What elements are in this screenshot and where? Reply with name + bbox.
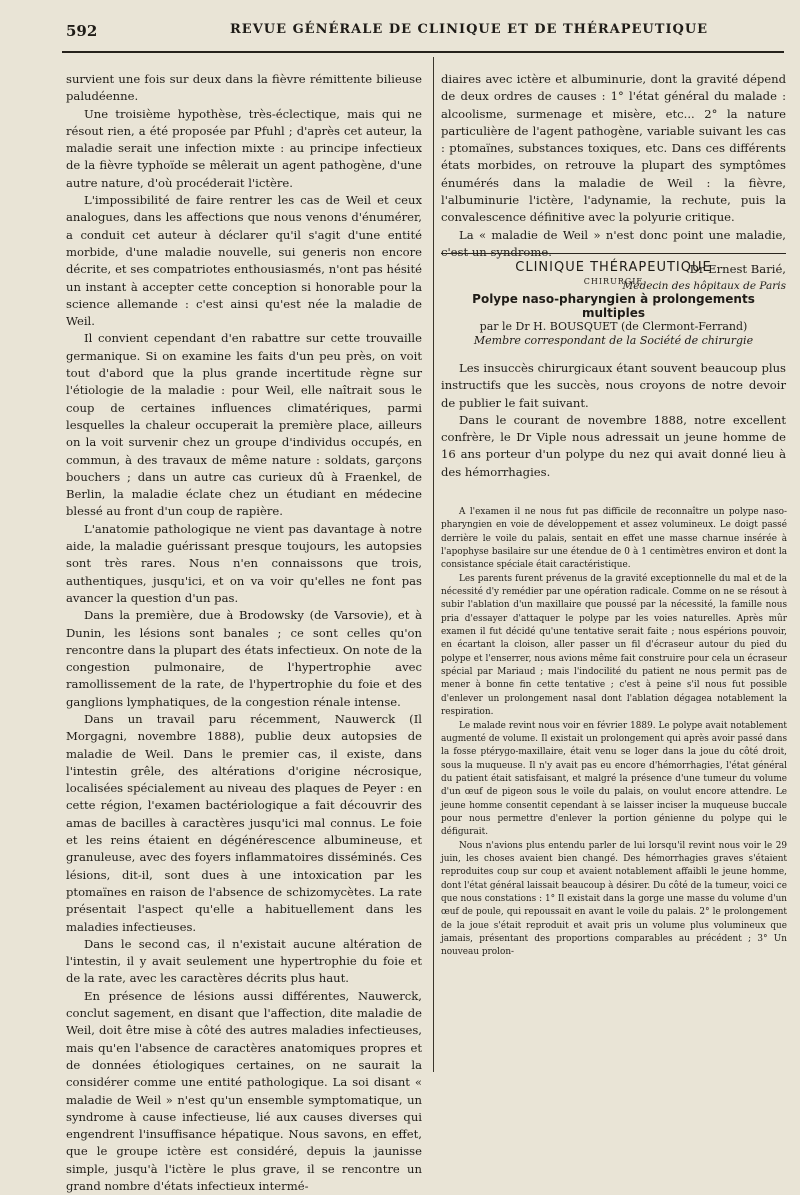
paragraph: L'impossibilité de faire rentrer les cas de Weil et ceux analogues, dans les affections que nous venons d'énumérer, a conduit cet auteur à déclarer qu'il s'agit d'une entité morbide, d'une maladie nouvelle, sui generis non encore décrite, et ses compatriotes enthousiasmés, n'ont pas hésité un instant à accepter cette conception si honorable pour la science allemande : c'est ainsi qu'est née la maladie de Weil. [66, 193, 422, 329]
paragraph: Nous n'avions plus entendu parler de lui lorsqu'il revint nous voir le 29 juin, les choses avaient bien changé. Des hémorrhagies graves s'étaient reproduites coup sur coup et avaient notablement affaibli le jeune homme, dont l'état général laissait beaucoup à désirer. Du côté de la tumeur, voici ce que nous constations : 1° Il existait dans la gorge une masse du volume d'un œuf de poule, qui repoussait en avant le voile du palais. 2° le prolongement de la joue s'était reproduit et avait pris un volume plus volumineux que jamais, présentant des proportions comparables au précédent ; 3° Un nouveau prolon- [441, 840, 787, 958]
running-head [62, 16, 782, 42]
author-affiliation: Médecin des hôpitaux de Paris [622, 279, 786, 292]
paragraph: En présence de lésions aussi différentes, Nauwerck, conclut sagement, en disant que l'affection, dite maladie de Weil, doit être mise à côté des autres maladies infectieuses, mais qu'en l'absence de caractères anatomiques propres et de données étiologiques certaines, on ne saurait la considérer comme une entité pathologique. La soi disant « maladie de Weil » n'est qu'un ensemble symptomatique, un syndrome à cause infectieuse, lié aux causes diverses qui engendrent l'insuffisance hépatique. Nous savons, en effet, que le groupe ictère est considéré, depuis la jaunisse simple, jusqu'à l'ictère le plus grave, il se rencontre un grand nombre d'états infectieux intermé- [66, 988, 422, 1193]
paragraph: Le malade revint nous voir en février 1889. Le polype avait notablement augmenté de volume. Il existait un prolongement qui après avoir passé dans la fosse ptérygo-maxillaire, était venu se loger dans la joue du côté droit, sous la muqueuse. Il n'y avait pas eu encore d'hémorrhagies, l'état général du patient était satisfaisant, et malgré la présence d'une tumeur du volume d'un œuf de pigeon sous le voile du palais, on voulut encore attendre. Le jeune homme consentit cependant à se laisser inciser la muqueuse buccale pour nous permettre d'enlever la portion génienne du polype qui le défigurait. [441, 720, 787, 838]
article-small-print [441, 506, 787, 960]
left-column [66, 71, 422, 1195]
section-rule [441, 253, 786, 254]
paragraph: Les insuccès chirurgicaux étant souvent beaucoup plus instructifs que les succès, nous croyons de notre devoir de publier le fait suivant. [441, 361, 786, 410]
paragraph: A l'examen il ne nous fut pas difficile de reconnaître un polype naso-pharyngien en voie de développement et assez volumineux. Le doigt passé derrière le voile du palais, sentait en effet une masse charnue insérée à l'apophyse basilaire sur une étendue de 0 à 1 centimètres environ et dont la consistance spéciale était caractéristique. [441, 507, 787, 571]
header-rule [62, 51, 784, 53]
paragraph: Dans un travail paru récemment, Nauwerck (Il Morgagni, novembre 1888), publie deux autopsies de maladie de Weil. Dans le premier cas, il existe, dans l'intestin grêle, des altérations d'origine nécrosique, localisées spécialement au niveau des plaques de Peyer : en cette région, l'examen bactériologique a fait découvrir des amas de bacilles à caractères jusqu'ici mal connus. Le foie et les reins étaient en dégénérescence albumineuse, et granuleuse, avec des foyers inflammatoires disséminés. Ces lésions, dit-il, sont dues à une intoxication par les ptomaïnes en raison de l'absence de schizomycètes. La rate présentait l'aspect qu'elle a habituellement dans les maladies infectieuses. [66, 711, 422, 934]
author-membership: Membre correspondant de la Société de chirurgie [473, 334, 754, 347]
paragraph: La « maladie de Weil » n'est donc point une maladie, c'est un syndrome. [441, 227, 786, 259]
journal-title: REVUE GÉNÉRALE DE CLINIQUE ET DE THÉRAPEUTIQUE [230, 22, 709, 37]
paragraph: Une troisième hypothèse, très-éclectique, mais qui ne résout rien, a été proposée par Pfuhl ; d'après cet auteur, la maladie serait une infection mixte : au principe infectieux de la fièvre typhoïde se mêlerait un agent pathogène, d'une autre nature, d'où procéderait l'ictère. [66, 106, 422, 190]
section-title: CLINIQUE THÉRAPEUTIQUE [515, 260, 712, 275]
paragraph: Il convient cependant d'en rabattre sur cette trouvaille germanique. Si on examine les faits d'un peu près, on voit tout d'abord que la plus grande incertitude règne sur l'étiologie de la maladie : pour Weil, elle naîtrait sous le coup de certaines influences climatériques, parmi lesquelles la chaleur occuperait la première place, ailleurs on la voit survenir chez un groupe d'individus occupés, en commun, à des travaux de même nature : soldats, garçons bouchers ; dans un autre cas curieux dû à Fraenkel, de Berlin, la maladie éclate chez un étudiant en médecine blessé au front d'un coup de rapière. [66, 331, 422, 519]
paragraph: Dans le second cas, il n'existait aucune altération de l'intestin, il y avait seulement une hypertrophie du foie et de la rate, avec les caractères décrits plus haut. [66, 936, 422, 986]
paragraph: Dans le courant de novembre 1888, notre excellent confrère, le Dr Viple nous adressait un jeune homme de 16 ans porteur d'un polype du nez qui avait donné lieu à des hémorrhagies. [441, 412, 786, 479]
paragraph: survient une fois sur deux dans la fièvre rémittente bilieuse paludéenne. [66, 72, 422, 104]
page-number: 592 [66, 22, 98, 40]
article-byline: par le Dr H. BOUSQUET (de Clermont-Ferrand) [479, 320, 748, 333]
paragraph: L'anatomie pathologique ne vient pas davantage à notre aide, la maladie guérissant presque toujours, les autopsies sont très rares. Nous n'en connaissons que trois, authentiques, jusqu'ici, et on va voir qu'elles ne font pas avancer la question d'un pas. [66, 521, 422, 605]
paragraph: Les parents furent prévenus de la gravité exceptionnelle du mal et de la nécessité d'y remédier par une opération radicale. Comme on ne se résout à subir l'ablation d'un maxillaire que poussé par la nécessité, la famille nous pria d'essayer d'attaquer le polype par les voies naturelles. Après mûr examen il fut décidé qu'une tentative serait faite ; nous espérions pouvoir, en écartant la cloison, aller passer un fil d'écraseur autour du pied du polype et l'enserrer, nous avions même fait construire pour cela un écraseur spécial par Mariaud ; mais l'indocilité du patient ne nous permit pas de mener à bonne fin cette tentative ; c'est à peine s'il nous fut possible d'enlever un prolongement nasal dont l'ablation dégagea notablement la respiration. [441, 573, 787, 718]
column-divider [433, 57, 434, 1072]
article-intro [441, 360, 786, 481]
author-signature: Dr Ernest Barié, [689, 262, 786, 277]
article-title: Polype naso-pharyngien à prolongements multiples [472, 292, 755, 320]
paragraph: Dans la première, due à Brodowsky (de Varsovie), et à Dunin, les lésions sont banales ; ce sont celles qu'on rencontre dans la plupart des états infectieux. On note de la congestion pulmonaire, de l'hypertrophie avec ramollissement de la rate, de l'hypertrophie du foie et des ganglions lymphatiques, de la congestion rénale intense. [66, 608, 422, 709]
article-header [441, 253, 786, 481]
paragraph: diaires avec ictère et albuminurie, dont la gravité dépend de deux ordres de causes : 1° l'état général du malade : alcoolisme, surmenage et misère, etc... 2° la nature particulière de l'agent pathogène, variable suivant les cas : ptomaïnes, substances toxiques, etc. Dans ces différents états morbides, on retrouve la plupart des symptômes énumérés dans la maladie de Weil : la fièvre, l'albuminurie l'ictère, l'adynamie, la rechute, puis la convalescence définitive avec la polyurie critique. [441, 72, 786, 225]
subsection-title: CHIRURGIE [583, 277, 644, 286]
